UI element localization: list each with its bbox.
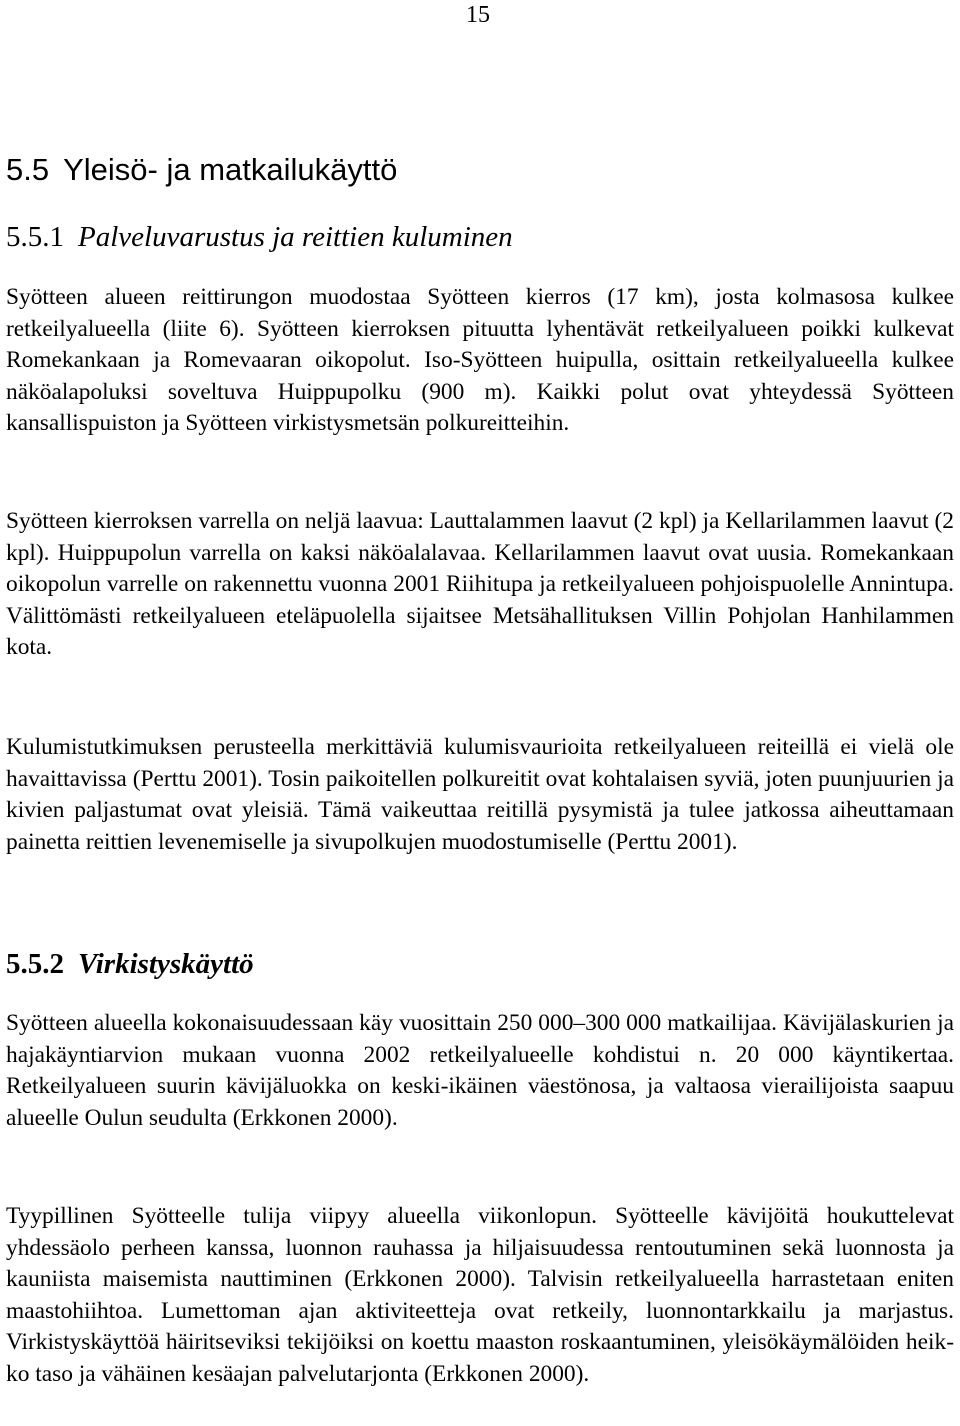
paragraph: Tyypillinen Syötteelle tulija viipyy alueella viikonlopun. Syötteelle kävijöitä houkuttelevat yhdessäolo perheen kanssa, luonnon rauhassa ja hiljaisuudessa rentoutuminen sekä luonnosta ja kauniista maisemista nauttiminen (Erkkonen 2000). Talvisin retkeilyalueella harrastetaan eniten maastohiihtoa. Lumettoman ajan aktiviteetteja ovat retkeily, luonnontarkkailu ja marjastus. Virkistyskäyttöä häiritseviksi tekijöiksi on koettu maaston roskaantuminen, yleisökäymälöiden heikko taso ja vähäinen kesäajan palvelutarjonta (Erkkonen 2000). xyxy=(6,1203,954,1387)
section-heading xyxy=(6,150,397,190)
subsection-title: Palveluvarustus ja reittien kuluminen xyxy=(78,221,513,253)
section-number: 5.5 xyxy=(6,152,50,187)
page-number: 15 xyxy=(466,2,490,28)
subsection-heading-5-5-1 xyxy=(6,219,513,255)
paragraph: Syötteen alueen reittirungon muodostaa Syötteen kierros (17 km), josta kolmasosa kulkee retkeilyalueella (liite 6). Syötteen kierroksen pituutta lyhentävät retkeilyalueen poikki kulkevat Romekankaan ja Romevaaran oikopolut. Iso-Syötteen huipulla, osittain retkeilyalueella kulkee näköalapoluksi soveltuva Huippupolku (900 m). Kaikki polut ovat yhteydessä Syötteen kansallispuiston ja Syötteen virkistysmetsän polkureitteihin. xyxy=(6,284,954,436)
paragraph: Syötteen alueella kokonaisuudessaan käy vuosittain 250 000–300 000 matkailijaa. Kävijälaskurien ja hajakäyntiarvion mukaan vuonna 2002 retkeilyalueelle kohdistui n. 20 000 käyntikertaa. Retkeilyalueen suurin kävijäluokka on keski-ikäinen väestönosa, ja valtaosa vierailijoista saapuu alueelle Oulun seudulta (Erkkonen 2000). xyxy=(6,1010,954,1131)
section-title: Yleisö- ja matkailukäyttö xyxy=(63,152,398,187)
subsection-heading-5-5-2 xyxy=(6,946,254,982)
paragraph: Kulumistutkimuksen perusteella merkittäviä kulumisvaurioita retkeilyalueen reiteillä ei vielä ole havaittavissa (Perttu 2001). Tosin paikoitellen polkureitit ovat kohtalaisen syviä, joten puunjuurien ja kivien paljastumat ovat yleisiä. Tämä vaikeuttaa reitillä pysymistä ja tulee jatkossa aiheuttamaan painetta reittien levenemiselle ja sivupolkujen muodostumiselle (Perttu 2001). xyxy=(6,734,954,855)
subsection-number: 5.5.1 xyxy=(6,221,64,253)
subsection-number: 5.5.2 xyxy=(6,948,64,980)
paragraph: Syötteen kierroksen varrella on neljä laavua: Lauttalammen laavut (2 kpl) ja Kellarilammen laavut (2 kpl). Huippupolun varrella on kaksi näköalalavaa. Kellarilammen laavut ovat uusia. Romekankaan oikopolun varrelle on rakennettu vuonna 2001 Riihitupa ja retkeilyalueen pohjoispuolelle Annintupa. Välittömästi retkeilyalueen eteläpuolella sijaitsee Metsähallituksen Villin Pohjolan Hanhilammen kota. xyxy=(6,508,954,660)
subsection-title: Virkistyskäyttö xyxy=(78,948,254,980)
